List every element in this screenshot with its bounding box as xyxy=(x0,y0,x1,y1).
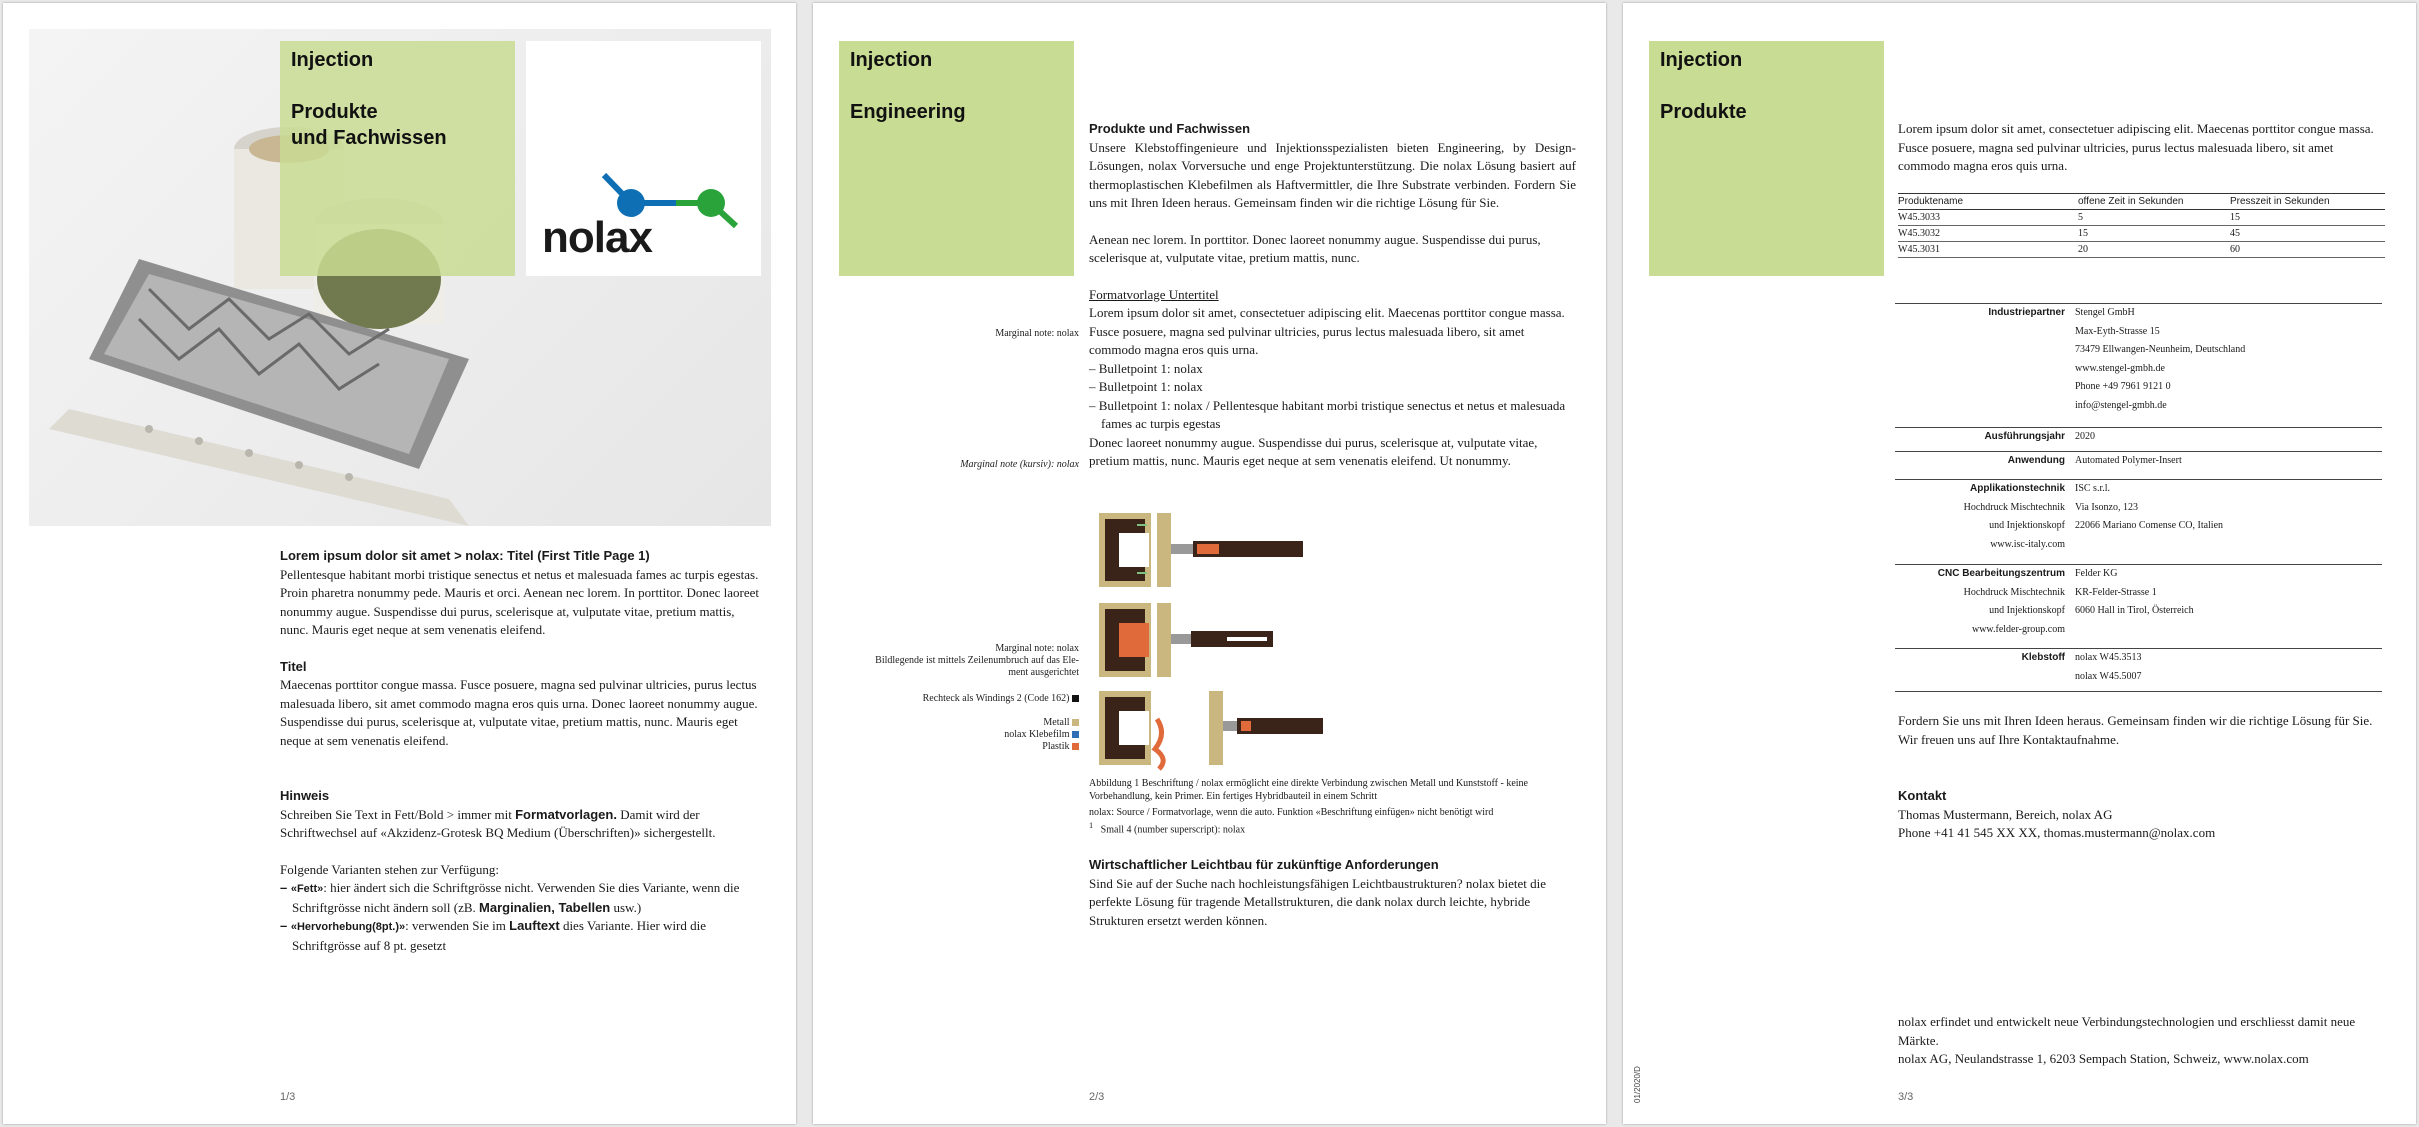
info-value: Max-Eyth-Strasse 15 xyxy=(2075,325,2160,337)
variants-intro: Folgende Varianten stehen zur Verfügung: xyxy=(280,861,500,877)
page-number: 3/3 xyxy=(1898,1091,1914,1103)
info-sublabel: Hochdruck Mischtechnik xyxy=(1963,501,2065,513)
paragraph-2: Maecenas porttitor congue massa. Fusce posuere, magna sed pulvinar ultricies, purus lectus malesuada libero, sit amet commodo magna eros quis urna. Donec laoreet nonummy augue. Suspendisse dui purus, scelerisque at, vulputate vitae, pretium mattis, nunc. Mauris eget neque at sem venenatis eleifend. xyxy=(280,677,758,748)
info-label: Industriepartner xyxy=(1988,307,2065,318)
info-value: nolax W45.5007 xyxy=(2075,670,2142,682)
caption-2: nolax: Source / Formatvorlage, wenn die auto. Funktion «Beschriftung einfügen» nicht benötigt wird xyxy=(1089,807,1494,818)
info-value: 73479 Ellwangen-Neunheim, Deutschland xyxy=(2075,344,2246,355)
title-block xyxy=(280,41,515,276)
column-header: Presszeit in Sekunden xyxy=(2230,194,2385,210)
contact-heading: Kontakt xyxy=(1898,788,1947,803)
table-cell: W45.3032 xyxy=(1898,226,2078,242)
info-value: Via Isonzo, 123 xyxy=(2075,501,2138,513)
info-value: Automated Polymer-Insert xyxy=(2075,455,2182,466)
variant-2-bold: Lauftext xyxy=(509,918,560,933)
heading-titel: Titel xyxy=(280,658,307,674)
hint-paragraph xyxy=(280,806,766,843)
info-label: Ausführungsjahr xyxy=(1984,431,2065,442)
info-ausfuehrungsjahr xyxy=(1895,427,2382,452)
info-value: 22066 Mariano Comense CO, Italien xyxy=(2075,520,2224,531)
variant-2-label: «Hervorhebung(8pt.)» xyxy=(290,921,406,933)
paragraph-3: Lorem ipsum dolor sit amet, consectetuer adipiscing elit. Maecenas porttitor congue massa. Fusce posuere, magna sed pulvinar ultricies, purus lectus malesuada libero, sit amet commodo magna eros quis urna. xyxy=(1089,305,1565,357)
info-label: Applikationstechnik xyxy=(1969,483,2065,494)
info-sublabel: www.felder-group.com xyxy=(1971,623,2065,635)
bullet-2: – Bulletpoint 1: nolax xyxy=(1089,379,1203,394)
info-label: CNC Bearbeitungszentrum xyxy=(1937,568,2065,579)
legend-metall xyxy=(839,717,1079,729)
margin-note-2: Marginal note (kursiv): nolax xyxy=(960,459,1079,470)
variant-1-bold: Marginalien, Tabellen xyxy=(479,899,611,915)
square-icon xyxy=(1072,695,1079,702)
legend-klebefilm xyxy=(839,729,1079,741)
variant-1 xyxy=(280,879,766,917)
page-2 xyxy=(813,3,1606,1124)
variant-2 xyxy=(280,917,766,955)
info-value: Phone +49 7961 9121 0 xyxy=(2075,381,2171,392)
heading-first-title: Lorem ipsum dolor sit amet > nolax: Titel (First Title Page 1) xyxy=(280,548,650,563)
table-cell: 15 xyxy=(2078,226,2230,242)
info-value: info@stengel-gmbh.de xyxy=(2075,399,2167,411)
intro-paragraph: Lorem ipsum dolor sit amet, consectetuer adipiscing elit. Maecenas porttitor congue massa. Fusce posuere, magna sed pulvinar ultricies, purus lectus malesuada libero, sit amet commodo magna eros quis urna. xyxy=(1898,121,2374,173)
footer-block xyxy=(1898,1013,2385,1069)
title-injection: Injection xyxy=(850,49,933,71)
column-header: Produktename xyxy=(1898,194,2078,210)
page-number: 2/3 xyxy=(1089,1091,1105,1103)
variant-2-text: : verwenden Sie im xyxy=(405,918,510,933)
table-cell: W45.3033 xyxy=(1898,210,2078,226)
title-line-2: und Fachwissen xyxy=(291,127,447,149)
legend-label: Plastik xyxy=(1042,741,1070,752)
table-row xyxy=(1898,242,2385,258)
footnote-mark: 1 xyxy=(1089,820,1094,830)
logo-box xyxy=(526,41,761,276)
page2-content xyxy=(1089,120,1576,471)
info-sublabel: Hochdruck Mischtechnik xyxy=(1963,586,2065,598)
page1-content xyxy=(280,547,766,955)
title-block xyxy=(839,41,1074,276)
variant-1-text: : hier ändert sich die Schriftgrösse nicht. Verwenden Sie dies Variante, wenn die Schriftgrösse nicht ändern soll (zB. xyxy=(292,880,740,915)
legend-swatch-icon xyxy=(1072,731,1079,738)
hint-text: Schreiben Sie Text in Fett/Bold > immer mit xyxy=(280,806,516,822)
bullet-1: – Bulletpoint 1: nolax xyxy=(1089,360,1203,376)
info-label: Klebstoff xyxy=(2021,652,2065,663)
page-3 xyxy=(1623,3,2416,1124)
caption-1: Abbildung 1 Beschriftung / nolax ermöglicht eine direkte Verbindung zwischen Metall und Kunststoff - keine Vorbehandlung, kein Primer. Ein fertiges Hybridbauteil in einem Schritt xyxy=(1089,778,1528,802)
paragraph-1: Pellentesque habitant morbi tristique senectus et netus et malesuada fames ac turpis egestas. Proin pharetra nonummy pede. Mauris et orci. Aenean nec lorem. In porttitor. Donec laoreet nonummy augue. Suspendisse dui purus, scelerisque at, vulputate vitae, pretium mattis, nunc. Mauris eget neque at sem venenatis eleifend. xyxy=(280,566,760,637)
doc-code: 01/2020/D xyxy=(1633,1066,1642,1103)
title-produkte: Produkte xyxy=(1660,101,1747,123)
figure-captions xyxy=(1089,778,1576,836)
info-sublabel: und Injektionskopf xyxy=(1989,520,2065,531)
table-row xyxy=(1898,226,2385,242)
legend-label: Metall xyxy=(1043,717,1070,728)
heading-leichtbau: Wirtschaftlicher Leichtbau für zukünftige Anforderungen xyxy=(1089,857,1439,872)
table-row xyxy=(1898,210,2385,226)
margin-note-4a: Bildlegende ist mittels Zeilenumbruch auf das Ele- xyxy=(875,655,1079,666)
title-engineering: Engineering xyxy=(850,101,966,123)
injection-process-figure xyxy=(1097,511,1327,773)
variant-1-label: «Fett» xyxy=(290,883,324,895)
info-value: Felder KG xyxy=(2075,568,2118,579)
footer-address: nolax AG, Neulandstrasse 1, 6203 Sempach Station, Schweiz, www.nolax.com xyxy=(1898,1051,2309,1066)
info-industriepartner xyxy=(1895,303,2382,418)
legend-swatch-icon xyxy=(1072,719,1079,726)
footnote-text: Small 4 (number superscript): nolax xyxy=(1100,823,1246,835)
footer-claim: nolax erfindet und entwickelt neue Verbindungstechnologien und erschliesst damit neue Märkte. xyxy=(1898,1014,2356,1048)
title-products xyxy=(291,99,447,151)
legend-plastik xyxy=(839,741,1079,753)
info-value: www.stengel-gmbh.de xyxy=(2075,362,2165,374)
table-cell: 20 xyxy=(2078,242,2230,258)
title-injection: Injection xyxy=(291,49,374,71)
table-cell: 60 xyxy=(2230,242,2385,258)
cta-paragraph: Fordern Sie uns mit Ihren Ideen heraus. Gemeinsam finden wir die richtige Lösung für Sie. Wir freuen uns auf Ihre Kontaktaufnahme. xyxy=(1898,713,2373,747)
contact-phone-email: Phone +41 41 545 XX XX, thomas.mustermann@nolax.com xyxy=(1898,825,2216,840)
margin-note-4b: ment ausgerichtet xyxy=(1008,667,1079,678)
paragraph-2: Aenean nec lorem. In porttitor. Donec laoreet nonummy augue. Suspendisse dui purus, scelerisque at, vulputate vitae, pretium mattis, nunc. xyxy=(1089,231,1541,265)
info-label: Anwendung xyxy=(2007,455,2065,466)
info-value: 6060 Hall in Tirol, Österreich xyxy=(2075,605,2194,616)
variant-2-dash: – xyxy=(280,918,291,933)
heading-produkte: Produkte und Fachwissen xyxy=(1089,121,1251,136)
column-header: offene Zeit in Sekunden xyxy=(2078,194,2230,210)
table-cell: 15 xyxy=(2230,210,2385,226)
info-value: Stengel GmbH xyxy=(2075,307,2135,318)
contact-name: Thomas Mustermann, Bereich, nolax AG xyxy=(1898,806,2113,822)
info-klebstoff xyxy=(1895,648,2382,692)
legend-swatch-icon xyxy=(1072,743,1079,750)
table-cell: 45 xyxy=(2230,226,2385,242)
paragraph-4: Donec laoreet nonummy augue. Suspendisse dui purus, scelerisque at, vulputate vitae, pretium mattis, nunc. Mauris eget neque at sem venenatis eleifend. Ut nonummy. xyxy=(1089,434,1538,468)
variant-1-dash: – xyxy=(280,880,291,895)
heading-hinweis: Hinweis xyxy=(280,788,330,803)
page-number: 1/3 xyxy=(280,1091,296,1103)
table-header-row xyxy=(1898,194,2385,210)
margin-note-5 xyxy=(839,693,1079,705)
table-cell: 5 xyxy=(2078,210,2230,226)
paragraph-1: Unsere Klebstoffingenieure und Injektionsspezialisten bieten Engineering, by Design-Lösungen, nolax Vorversuche und enge Projektunterstützung. Die nolax Lösung basiert auf thermoplastischen Klebefilmen als Haftvermittler, die Ihre Substrate verbinden. Fordern Sie uns mit Ihren Ideen heraus. Gemeinsam finden wir die richtige Lösung für Sie. xyxy=(1089,139,1576,210)
footnote xyxy=(1089,820,1576,837)
title-block xyxy=(1649,41,1884,276)
info-value: ISC s.r.l. xyxy=(2075,483,2111,494)
subtitle: Formatvorlage Untertitel xyxy=(1089,286,1219,302)
bullet-3: – Bulletpoint 1: nolax / Pellentesque habitant morbi tristique senectus et netus et malesuada fames ac turpis egestas xyxy=(1089,397,1566,431)
process-steps-icon xyxy=(1097,511,1327,773)
hint-bold: Formatvorlagen. xyxy=(515,806,617,822)
product-table xyxy=(1898,193,2385,258)
logo-wordmark: nolax xyxy=(542,213,652,262)
hint-text-2: Damit wird der Schriftwechsel auf «Akzidenz-Grotesk BQ Medium (Überschriften)» sichergestellt. xyxy=(280,806,716,840)
paragraph-5: Sind Sie auf der Suche nach hochleistungsfähigen Leichtbaustrukturen? nolax bietet die perfekte Lösung für tragende Metallstrukturen, die dank nolax durch leichte, hybride Strukturen ersetzt werden können. xyxy=(1089,875,1547,928)
info-value: 2020 xyxy=(2075,431,2095,442)
title-line-1: Produkte xyxy=(291,101,378,123)
page2-content-bottom xyxy=(1089,856,1576,930)
info-value: KR-Felder-Strasse 1 xyxy=(2075,586,2157,598)
info-value: nolax W45.3513 xyxy=(2075,652,2142,663)
legend-label: nolax Klebefilm xyxy=(1004,729,1070,740)
table-cell: W45.3031 xyxy=(1898,242,2078,258)
variant-1-text-2: usw.) xyxy=(610,899,642,915)
margin-note-3: Marginal note: nolax xyxy=(995,643,1079,654)
title-injection: Injection xyxy=(1660,49,1743,71)
info-sublabel: und Injektionskopf xyxy=(1989,605,2065,616)
info-cnc xyxy=(1895,564,2382,649)
info-anwendung xyxy=(1895,451,2382,476)
margin-note-1: Marginal note: nolax xyxy=(995,328,1079,339)
variant-2-text-2: dies Variante. Hier wird die Schriftgrösse auf 8 pt. gesetzt xyxy=(292,918,707,953)
contact-block xyxy=(1898,787,2385,843)
info-applikationstechnik xyxy=(1895,479,2382,564)
page-1 xyxy=(3,3,796,1124)
margin-note-5-text: Rechteck als Windings 2 (Code 162) xyxy=(922,693,1070,704)
info-sublabel: www.isc-italy.com xyxy=(1990,538,2065,550)
